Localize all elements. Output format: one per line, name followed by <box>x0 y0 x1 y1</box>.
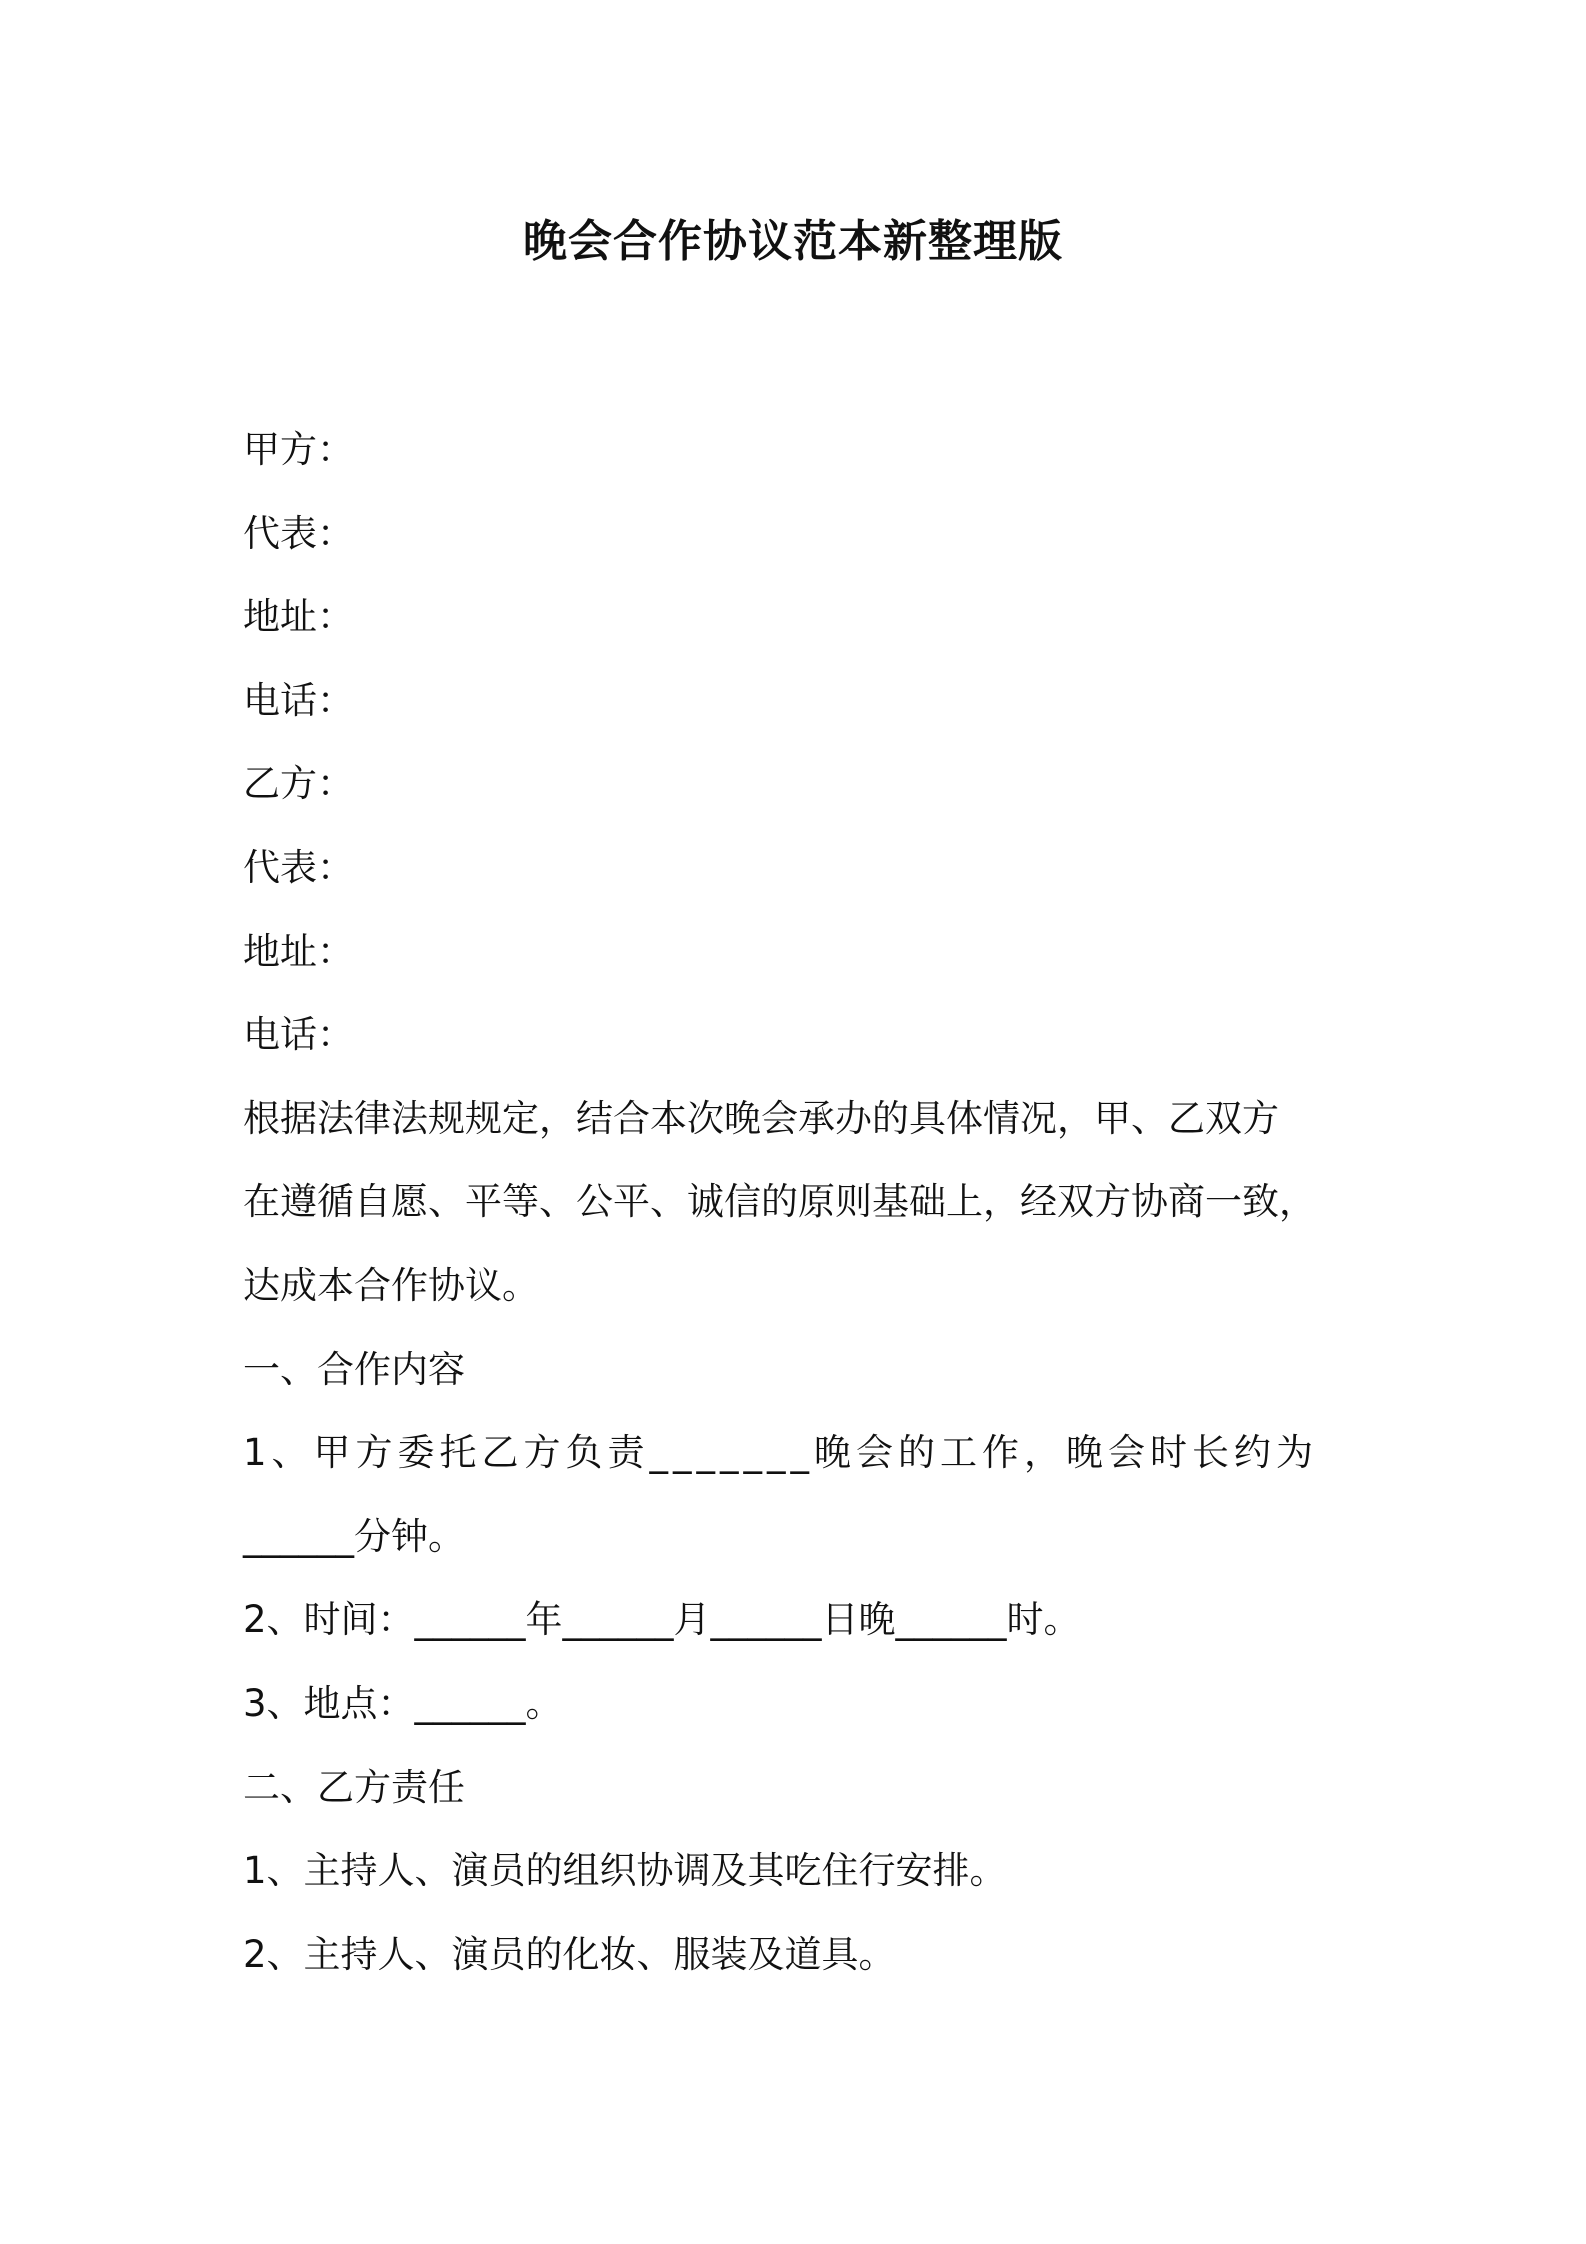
document-title: 晚会合作协议范本新整理版 <box>523 216 1063 267</box>
party-b-name-label: 乙方： <box>243 762 354 806</box>
section-1-heading: 一、合作内容 <box>243 1347 465 1391</box>
party-b-rep-label: 代表： <box>243 845 354 889</box>
party-b-phone-label: 电话： <box>243 1013 354 1057</box>
preamble-line-2: 在遵循自愿、平等、公平、诚信的原则基础上，经双方协商一致， <box>243 1180 1316 1224</box>
party-a-address-label: 地址： <box>243 595 354 639</box>
section-1-item-3: 3、地点：______。 <box>243 1681 563 1725</box>
preamble-line-1: 根据法律法规规定，结合本次晚会承办的具体情况，甲、乙双方 <box>243 1096 1279 1140</box>
party-b-address-label: 地址： <box>243 929 354 973</box>
section-1-item-2: 2、时间：______年______月______日晚______时。 <box>243 1598 1081 1642</box>
section-2-item-1: 1、主持人、演员的组织协调及其吃住行安排。 <box>243 1849 1007 1893</box>
party-a-rep-label: 代表： <box>243 511 354 555</box>
section-2-heading: 二、乙方责任 <box>243 1765 465 1809</box>
document-body <box>243 408 1353 1996</box>
section-1-item-1-line-1: 1、甲方委托乙方负责_______晚会的工作，晚会时长约为 <box>243 1431 1319 1475</box>
section-1-item-1-line-2: ______分钟。 <box>243 1514 465 1558</box>
party-a-name-label: 甲方： <box>243 428 354 471</box>
section-2-item-2: 2、主持人、演员的化妆、服装及道具。 <box>243 1932 896 1976</box>
party-a-phone-label: 电话： <box>243 678 354 722</box>
preamble-line-3: 达成本合作协议。 <box>243 1263 539 1307</box>
